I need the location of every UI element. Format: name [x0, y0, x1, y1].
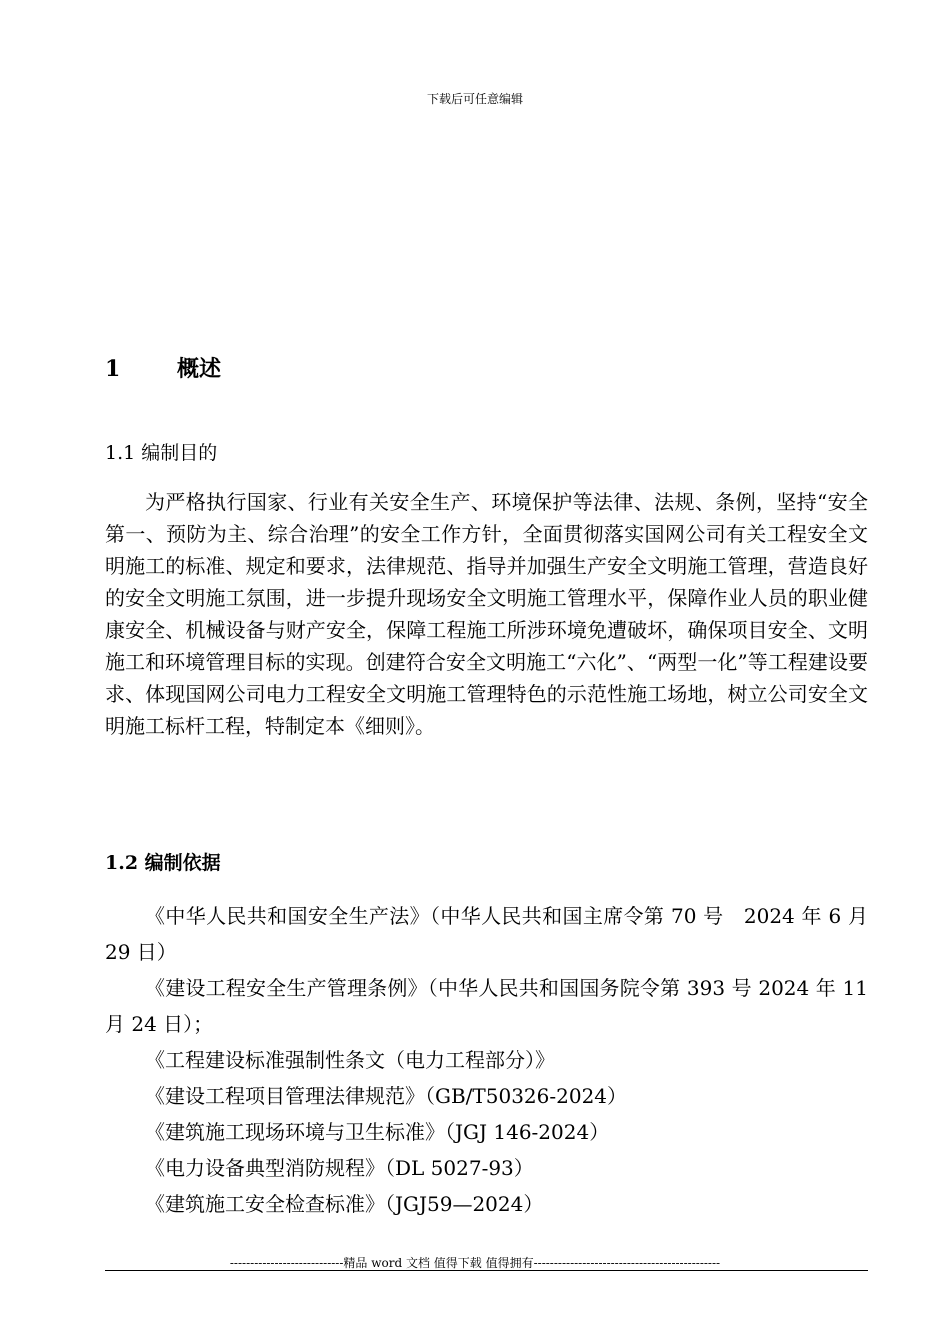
reference-item: 《中华人民共和国安全生产法》（中华人民共和国主席令第 70 号 2024 年 6 月 29 日） — [105, 904, 868, 964]
section-title: 概述 — [177, 356, 222, 382]
reference-item: 《建设工程安全生产管理条例》（中华人民共和国国务院令第 393 号 2024 年 11 月 24 日）； — [105, 976, 868, 1036]
subsection-heading-1-2: 1.2 编制依据 — [105, 852, 221, 874]
purpose-paragraph: 为严格执行国家、行业有关安全生产、环境保护等法律、法规、条例，坚持“安全第一、预防为主、综合治理”的安全工作方针，全面贯彻落实国网公司有关工程安全文明施工的标准、规定和要求，法律规范、指导并加强生产安全文明施工管理，营造良好的安全文明施工氛围，进一步提升现场安全文明施工管理水平，保障作业人员的职业健康安全、机械设备与财产安全，保障工程施工所涉环境免遭破坏，确保项目安全、文明施工和环境管理目标的实现。创建符合安全文明施工“六化”、“两型一化”等工程建设要求、体现国网公司电力工程安全文明施工管理特色的示范性施工场地，树立公司安全文明施工标杆工程，特制定本《细则》。 — [105, 490, 868, 738]
reference-item: 《建设工程项目管理法律规范》（GB/T50326-2024） — [145, 1084, 628, 1108]
section-heading-1 — [105, 352, 221, 383]
reference-list — [105, 898, 868, 1222]
reference-item: 《电力设备典型消防规程》（DL 5027-93） — [145, 1156, 534, 1180]
reference-item: 《建筑施工现场环境与卫生标准》（JGJ 146-2024） — [145, 1120, 610, 1144]
subsection-heading-1-1: 1.1 编制目的 — [105, 442, 218, 464]
footer-note: ----------------------------精品 word 文档 值得下载 值得拥有---------------------------------------------- — [229, 1256, 721, 1270]
reference-item: 《建筑施工安全检查标准》（JGJ59—2024） — [145, 1192, 544, 1216]
footer-divider — [105, 1270, 868, 1271]
reference-item: 《工程建设标准强制性条文（电力工程部分）》 — [145, 1048, 555, 1072]
header-note: 下载后可任意编辑 — [426, 92, 523, 106]
section-number: 1 — [105, 356, 121, 382]
